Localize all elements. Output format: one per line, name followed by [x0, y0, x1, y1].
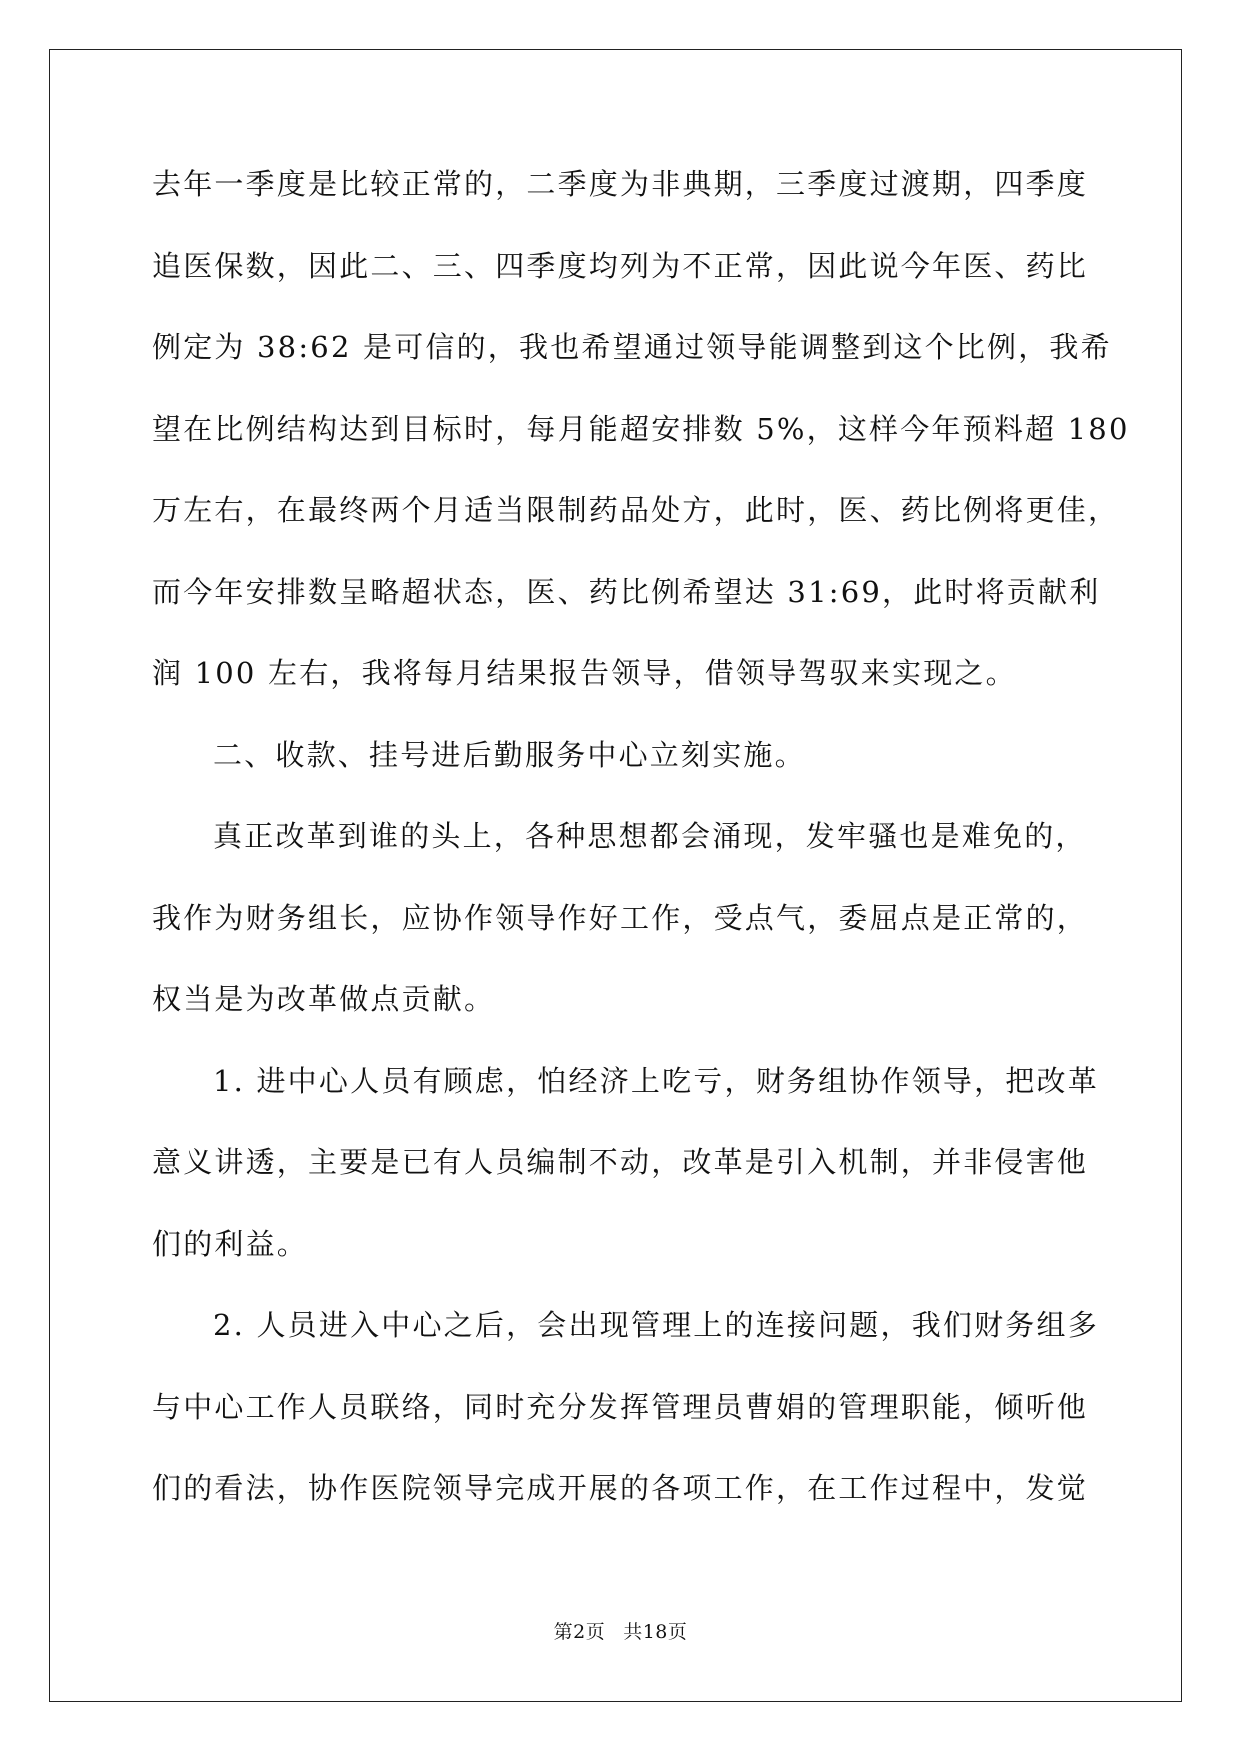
page-total: 共18页 [623, 1621, 688, 1643]
text-line: 二、收款、挂号进后勤服务中心立刻实施。 [213, 737, 806, 772]
text-line: 意义讲透，主要是已有人员编制不动，改革是引入机制，并非侵害他 [152, 1145, 1089, 1179]
document-body [152, 160, 1130, 1546]
text-line: 2. 人员进入中心之后，会出现管理上的连接问题，我们财务组多 [213, 1308, 1099, 1342]
text-line: 们的利益。 [152, 1226, 309, 1261]
text-line: 望在比例结构达到目标时，每月能超安排数 5%，这样今年预料超 180 [152, 411, 1130, 446]
text-line: 而今年安排数呈略超状态，医、药比例希望达 31:69，此时将贡献利 [152, 574, 1101, 609]
text-line: 去年一季度是比较正常的，二季度为非典期，三季度过渡期，四季度 [152, 167, 1089, 201]
text-line: 润 100 左右，我将每月结果报告领导，借领导驾驭来实现之。 [152, 656, 1017, 690]
page-footer [0, 1617, 1241, 1644]
text-line: 我作为财务组长，应协作领导作好工作，受点气，委屈点是正常的， [152, 900, 1089, 935]
text-line: 万左右，在最终两个月适当限制药品处方，此时，医、药比例将更佳， [152, 493, 1120, 527]
page-number: 第2页 [553, 1621, 606, 1643]
text-line: 例定为 38:62 是可信的，我也希望通过领导能调整到这个比例，我希 [152, 330, 1112, 364]
text-line: 们的看法，协作医院领导完成开展的各项工作，在工作过程中，发觉 [152, 1471, 1089, 1505]
text-line: 权当是为改革做点贡献。 [152, 982, 496, 1016]
text-line: 真正改革到谁的头上，各种思想都会涌现，发牢骚也是难免的， [213, 819, 1087, 853]
text-line: 追医保数，因此二、三、四季度均列为不正常，因此说今年医、药比 [152, 248, 1089, 283]
text-line: 1. 进中心人员有顾虑，怕经济上吃亏，财务组协作领导，把改革 [213, 1063, 1099, 1098]
text-line: 与中心工作人员联络，同时充分发挥管理员曹娟的管理职能，倾听他 [152, 1389, 1089, 1424]
